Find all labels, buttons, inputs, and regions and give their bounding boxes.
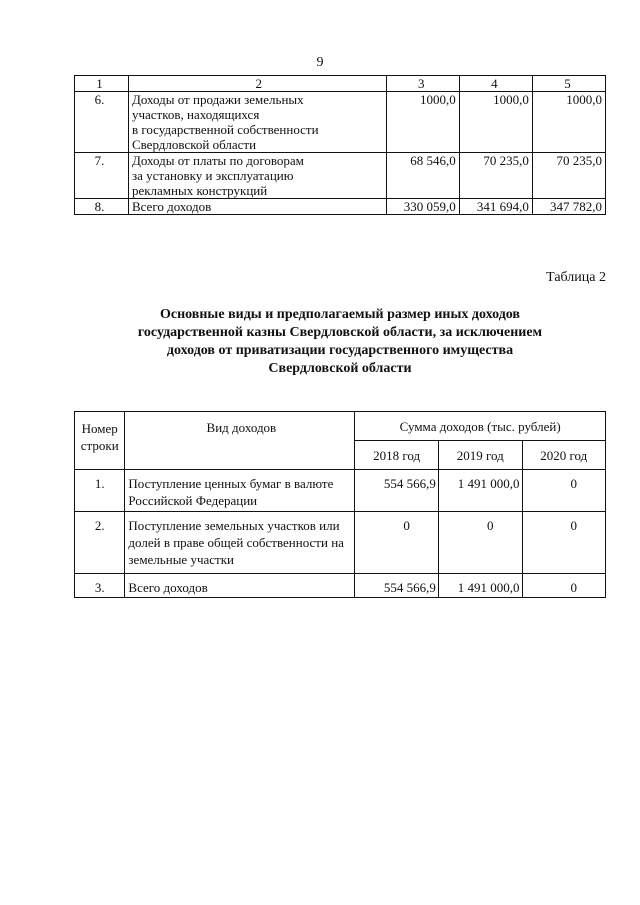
- column-number-1: 1: [75, 76, 129, 92]
- row-name-line: Свердловской области: [131, 137, 257, 152]
- table-title-line: государственной казны Свердловской области, за исключением: [137, 325, 543, 340]
- table-row-total: [75, 574, 606, 598]
- row-number: 8.: [75, 199, 129, 215]
- row-name: [128, 153, 386, 199]
- row-name-line: Поступление земельных участков или: [128, 518, 340, 533]
- row-name-line: Российской Федерации: [128, 493, 258, 508]
- column-number-4: 4: [459, 76, 532, 92]
- value-cell: 330 059,0: [386, 199, 459, 215]
- table-header-row: [75, 412, 606, 441]
- row-name-line: за установку и эксплуатацию: [131, 168, 294, 183]
- revenue-table-continuation: [74, 75, 606, 215]
- column-number-2: 2: [128, 76, 386, 92]
- table-row: [75, 153, 606, 199]
- value-cell: 0: [438, 512, 522, 574]
- value-cell: 1000,0: [386, 92, 459, 153]
- column-number-5: 5: [532, 76, 605, 92]
- value-cell: 68 546,0: [386, 153, 459, 199]
- value-cell: 554 566,9: [355, 470, 439, 512]
- value-cell: 1 491 000,0: [438, 470, 522, 512]
- other-revenue-table: [74, 411, 606, 598]
- row-name-line: долей в праве общей собственности на: [128, 535, 344, 550]
- table-title-line: Свердловской области: [268, 361, 412, 376]
- value-cell: 70 235,0: [459, 153, 532, 199]
- row-number: 2.: [75, 512, 125, 574]
- header-year: 2018 год: [355, 441, 439, 470]
- value-cell: 347 782,0: [532, 199, 605, 215]
- table-row: [75, 512, 606, 574]
- row-name: [125, 512, 355, 574]
- row-number: 3.: [75, 574, 125, 598]
- header-row-number: [75, 412, 125, 470]
- row-name: [125, 574, 355, 598]
- row-name-line: рекламных конструкций: [131, 183, 268, 198]
- row-name-line: Доходы от платы по договорам: [131, 153, 304, 168]
- column-number-3: 3: [386, 76, 459, 92]
- row-name-line: в государственной собственности: [131, 122, 319, 137]
- value-cell: 0: [522, 470, 606, 512]
- table-row: [75, 470, 606, 512]
- row-number: 6.: [75, 92, 129, 153]
- page-number: 9: [316, 55, 324, 70]
- value-cell: 554 566,9: [355, 574, 439, 598]
- table-title-line: доходов от приватизации государственного имущества: [166, 343, 514, 358]
- table-caption: Таблица 2: [546, 270, 606, 285]
- row-name-line: земельные участки: [128, 552, 234, 567]
- table-row: [75, 92, 606, 153]
- row-number: 1.: [75, 470, 125, 512]
- header-year: 2020 год: [522, 441, 606, 470]
- value-cell: 1000,0: [459, 92, 532, 153]
- header-line: строки: [80, 438, 119, 453]
- row-name-line: Доходы от продажи земельных: [131, 92, 304, 107]
- value-cell: 70 235,0: [532, 153, 605, 199]
- row-name-line: Всего доходов: [131, 199, 212, 214]
- row-number: 7.: [75, 153, 129, 199]
- table-title: [80, 306, 600, 378]
- row-name: [125, 470, 355, 512]
- row-name-line: Всего доходов: [128, 580, 208, 595]
- header-year: 2019 год: [438, 441, 522, 470]
- row-name: [128, 199, 386, 215]
- header-line: Номер: [81, 421, 118, 436]
- value-cell: 0: [355, 512, 439, 574]
- value-cell: 0: [522, 574, 606, 598]
- header-revenue-sum: Сумма доходов (тыс. рублей): [355, 412, 606, 441]
- table-header-row: [75, 76, 606, 92]
- row-name: [128, 92, 386, 153]
- value-cell: 1 491 000,0: [438, 574, 522, 598]
- value-cell: 341 694,0: [459, 199, 532, 215]
- table-row-total: [75, 199, 606, 215]
- row-name-line: Поступление ценных бумаг в валюте: [128, 476, 334, 491]
- table-title-line: Основные виды и предполагаемый размер иных доходов: [159, 307, 520, 322]
- header-revenue-kind: Вид доходов: [125, 412, 355, 470]
- value-cell: 0: [522, 512, 606, 574]
- value-cell: 1000,0: [532, 92, 605, 153]
- row-name-line: участков, находящихся: [131, 107, 260, 122]
